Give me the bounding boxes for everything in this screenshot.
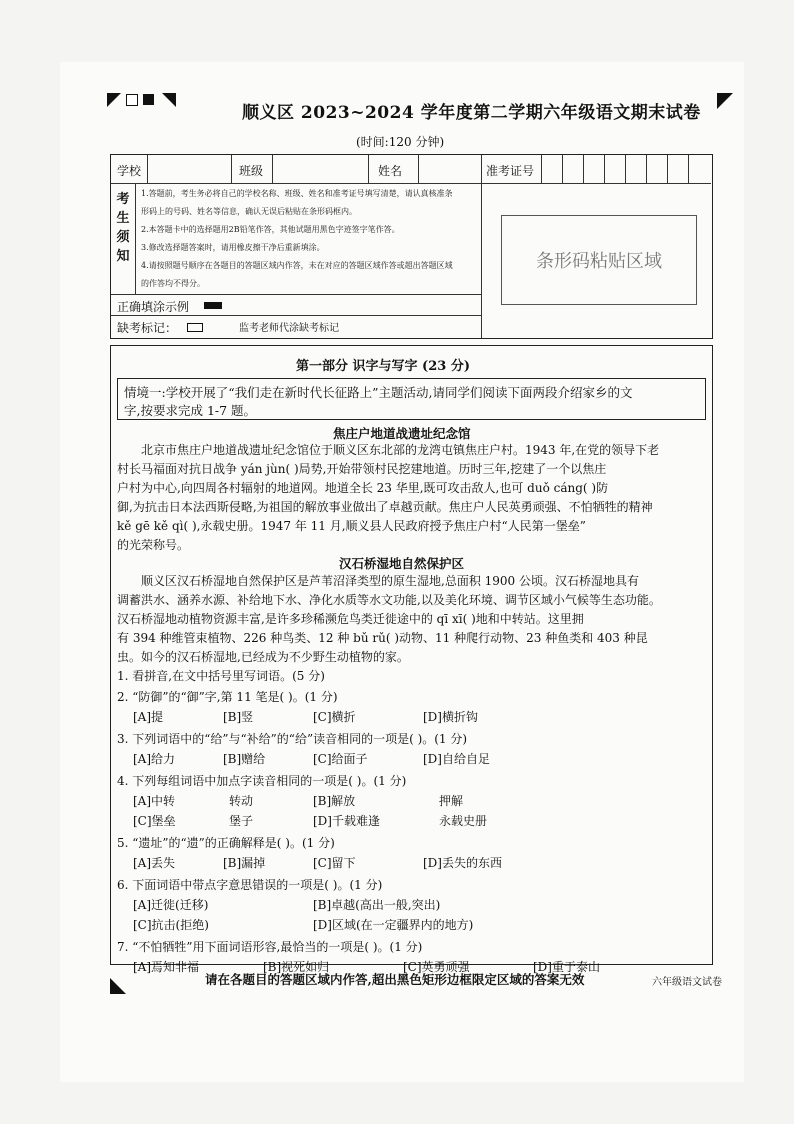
question-2: 2. “防御”的“御”字,第 11 笔是( )。(1 分) [117,690,338,704]
corner-marker [107,93,121,107]
passage-line: 的光荣称号。 [117,538,190,552]
fill-example-label: 正确填涂示例 [117,300,190,314]
question-7: 7. “不怕牺牲”用下面词语形容,最恰当的一项是( )。(1 分) [117,940,423,954]
passage-line: 汉石桥湿地动植物资源丰富,是许多珍稀濒危鸟类迁徙途中的 qī xī( )地和中转站。这里拥 [117,612,584,626]
name-label: 姓名 [378,164,403,178]
passage-line: 调蓄洪水、涵养水源、补给地下水、净化水质等水文功能,以及美化环境、调节区域小气候等生态功能。 [117,593,661,607]
notice-heading: 考 生 须 知 [116,192,130,264]
option[interactable]: [B]赠给 [223,752,266,766]
empty-box-marker [126,94,138,106]
page-label: 六年级语文试卷 [652,977,722,988]
footer-warning: 请在各题目的答题区域内作答,超出黑色矩形边框限定区域的答案无效 [205,972,585,987]
option-pair: 堡子 [229,814,254,828]
answer-area [110,345,713,974]
passage-line: 御,为抗击日本法西斯侵略,为祖国的解放事业做出了卓越贡献。焦庄户人民英勇顽强、不怕牺牲的精神 [117,500,653,514]
option[interactable]: [B]解放 [313,794,356,808]
student-info-table [110,154,713,339]
notice-line: 1.答题前，考生务必将自己的学校名称、班级、姓名和准考证号填写清楚，请认真核准条 [141,189,453,198]
passage-line: 户村为中心,向四周各村辐射的地道网。地道全长 23 华里,既可攻击敌人,也可 duǒ cáng( )防 [117,481,609,495]
option[interactable]: [B]漏掉 [223,856,266,870]
option[interactable]: [A]迁徙(迁移) [133,898,209,912]
option[interactable]: [A]给力 [133,752,176,766]
passage-line: kě gē kě qì( ),永载史册。1947 年 11 月,顺义县人民政府授予焦庄户村“人民第一堡垒” [117,519,586,533]
option[interactable]: [A]丢失 [133,856,176,870]
exam-title: 顺义区 2023~2024 学年度第二学期六年级语文期末试卷 [242,103,701,123]
option[interactable]: [A]提 [133,710,164,724]
option[interactable]: [D]重于泰山 [533,960,600,974]
option[interactable]: [D]区域(在一定疆界内的地方) [313,918,474,932]
filled-box-marker [143,94,154,105]
passage-line: 顺义区汉石桥湿地自然保护区是芦苇沼泽类型的原生湿地,总面积 1900 公顷。汉石桥湿地具有 [141,574,639,588]
option[interactable]: [C]横折 [313,710,356,724]
passage-line: 虫。如今的汉石桥湿地,已经成为不少野生动植物的家。 [117,650,409,664]
fill-example-mark [204,302,222,309]
corner-marker [717,93,733,109]
passage-line: 北京市焦庄户地道战遗址纪念馆位于顺义区东北部的龙湾屯镇焦庄户村。1943 年,在党的领导下老 [141,443,660,457]
passage-line: 村长马福面对抗日战争 yán jùn( )局势,开始带领村民挖建地道。历时三年,挖建了一个以焦庄 [117,462,607,476]
notice-line: 3.修改选择题答案时，请用橡皮擦干净后重新填涂。 [141,243,325,252]
option[interactable]: [B]视死如归 [263,960,330,974]
school-label: 学校 [117,164,142,178]
option[interactable]: [D]丢失的东西 [423,856,502,870]
part-heading: 第一部分 识字与写字 (23 分) [296,359,470,374]
exam-no-label: 准考证号 [486,164,535,178]
option[interactable]: [B]竖 [223,710,254,724]
option[interactable]: [D]千载难逢 [313,814,380,828]
option[interactable]: [D]自给自足 [423,752,490,766]
notice-line: 4.请按照题号顺序在各题目的答题区域内作答，未在对应的答题区域作答或超出答题区域 [141,261,453,270]
notice-line: 的作答均不得分。 [141,279,205,288]
option-pair: 押解 [439,794,464,808]
option[interactable]: [A]中转 [133,794,176,808]
scenario-line: 字,按要求完成 1-7 题。 [124,403,257,418]
question-3: 3. 下列词语中的“给”与“补给”的“给”读音相同的一项是( )。(1 分) [117,732,468,746]
barcode-area: 条形码粘贴区域 [501,215,697,305]
question-4: 4. 下列每组词语中加点字读音相同的一项是( )。(1 分) [117,774,407,788]
corner-marker [162,93,176,107]
corner-marker [110,978,126,994]
question-5: 5. “遗址”的“遗”的正确解释是( )。(1 分) [117,836,335,850]
option[interactable]: [C]堡垒 [133,814,176,828]
question-6: 6. 下面词语中带点字意思错误的一项是( )。(1 分) [117,878,383,892]
passage-line: 有 394 种维管束植物、226 种鸟类、12 种 bǔ rǔ( )动物、11 种爬行动物、23 种鱼类和 403 种昆 [117,631,648,645]
passage-title: 焦庄户地道战遗址纪念馆 [333,426,471,441]
option[interactable]: [B]卓越(高出一般,突出) [313,898,441,912]
passage-title: 汉石桥湿地自然保护区 [339,556,465,571]
option[interactable]: [D]横折钩 [423,710,478,724]
notice-line: 2.本答题卡中的选择题用2B铅笔作答，其他试题用黑色字迹签字笔作答。 [141,225,400,234]
absent-mark-note: 监考老师代涂缺考标记 [239,323,339,334]
option-pair: 转动 [229,794,254,808]
scenario-box [117,378,706,420]
absent-mark-box[interactable] [187,323,203,332]
absent-mark-label: 缺考标记： [117,321,178,335]
scenario-line: 情境一:学校开展了“我们走在新时代长征路上”主题活动,请同学们阅读下面两段介绍家乡的文 [124,385,633,400]
option[interactable]: [A]焉知非福 [133,960,200,974]
class-label: 班级 [239,164,264,178]
option[interactable]: [C]给面子 [313,752,368,766]
option[interactable]: [C]留下 [313,856,356,870]
question-1: 1. 看拼音,在文中括号里写词语。(5 分) [117,669,325,683]
exam-time: (时间:120 分钟) [356,135,445,149]
notice-line: 形码上的号码、姓名等信息，确认无误后粘贴在条形码框内。 [141,207,357,216]
option[interactable]: [C]英勇顽强 [403,960,470,974]
option-pair: 永载史册 [439,814,488,828]
option[interactable]: [C]抗击(拒绝) [133,918,209,932]
